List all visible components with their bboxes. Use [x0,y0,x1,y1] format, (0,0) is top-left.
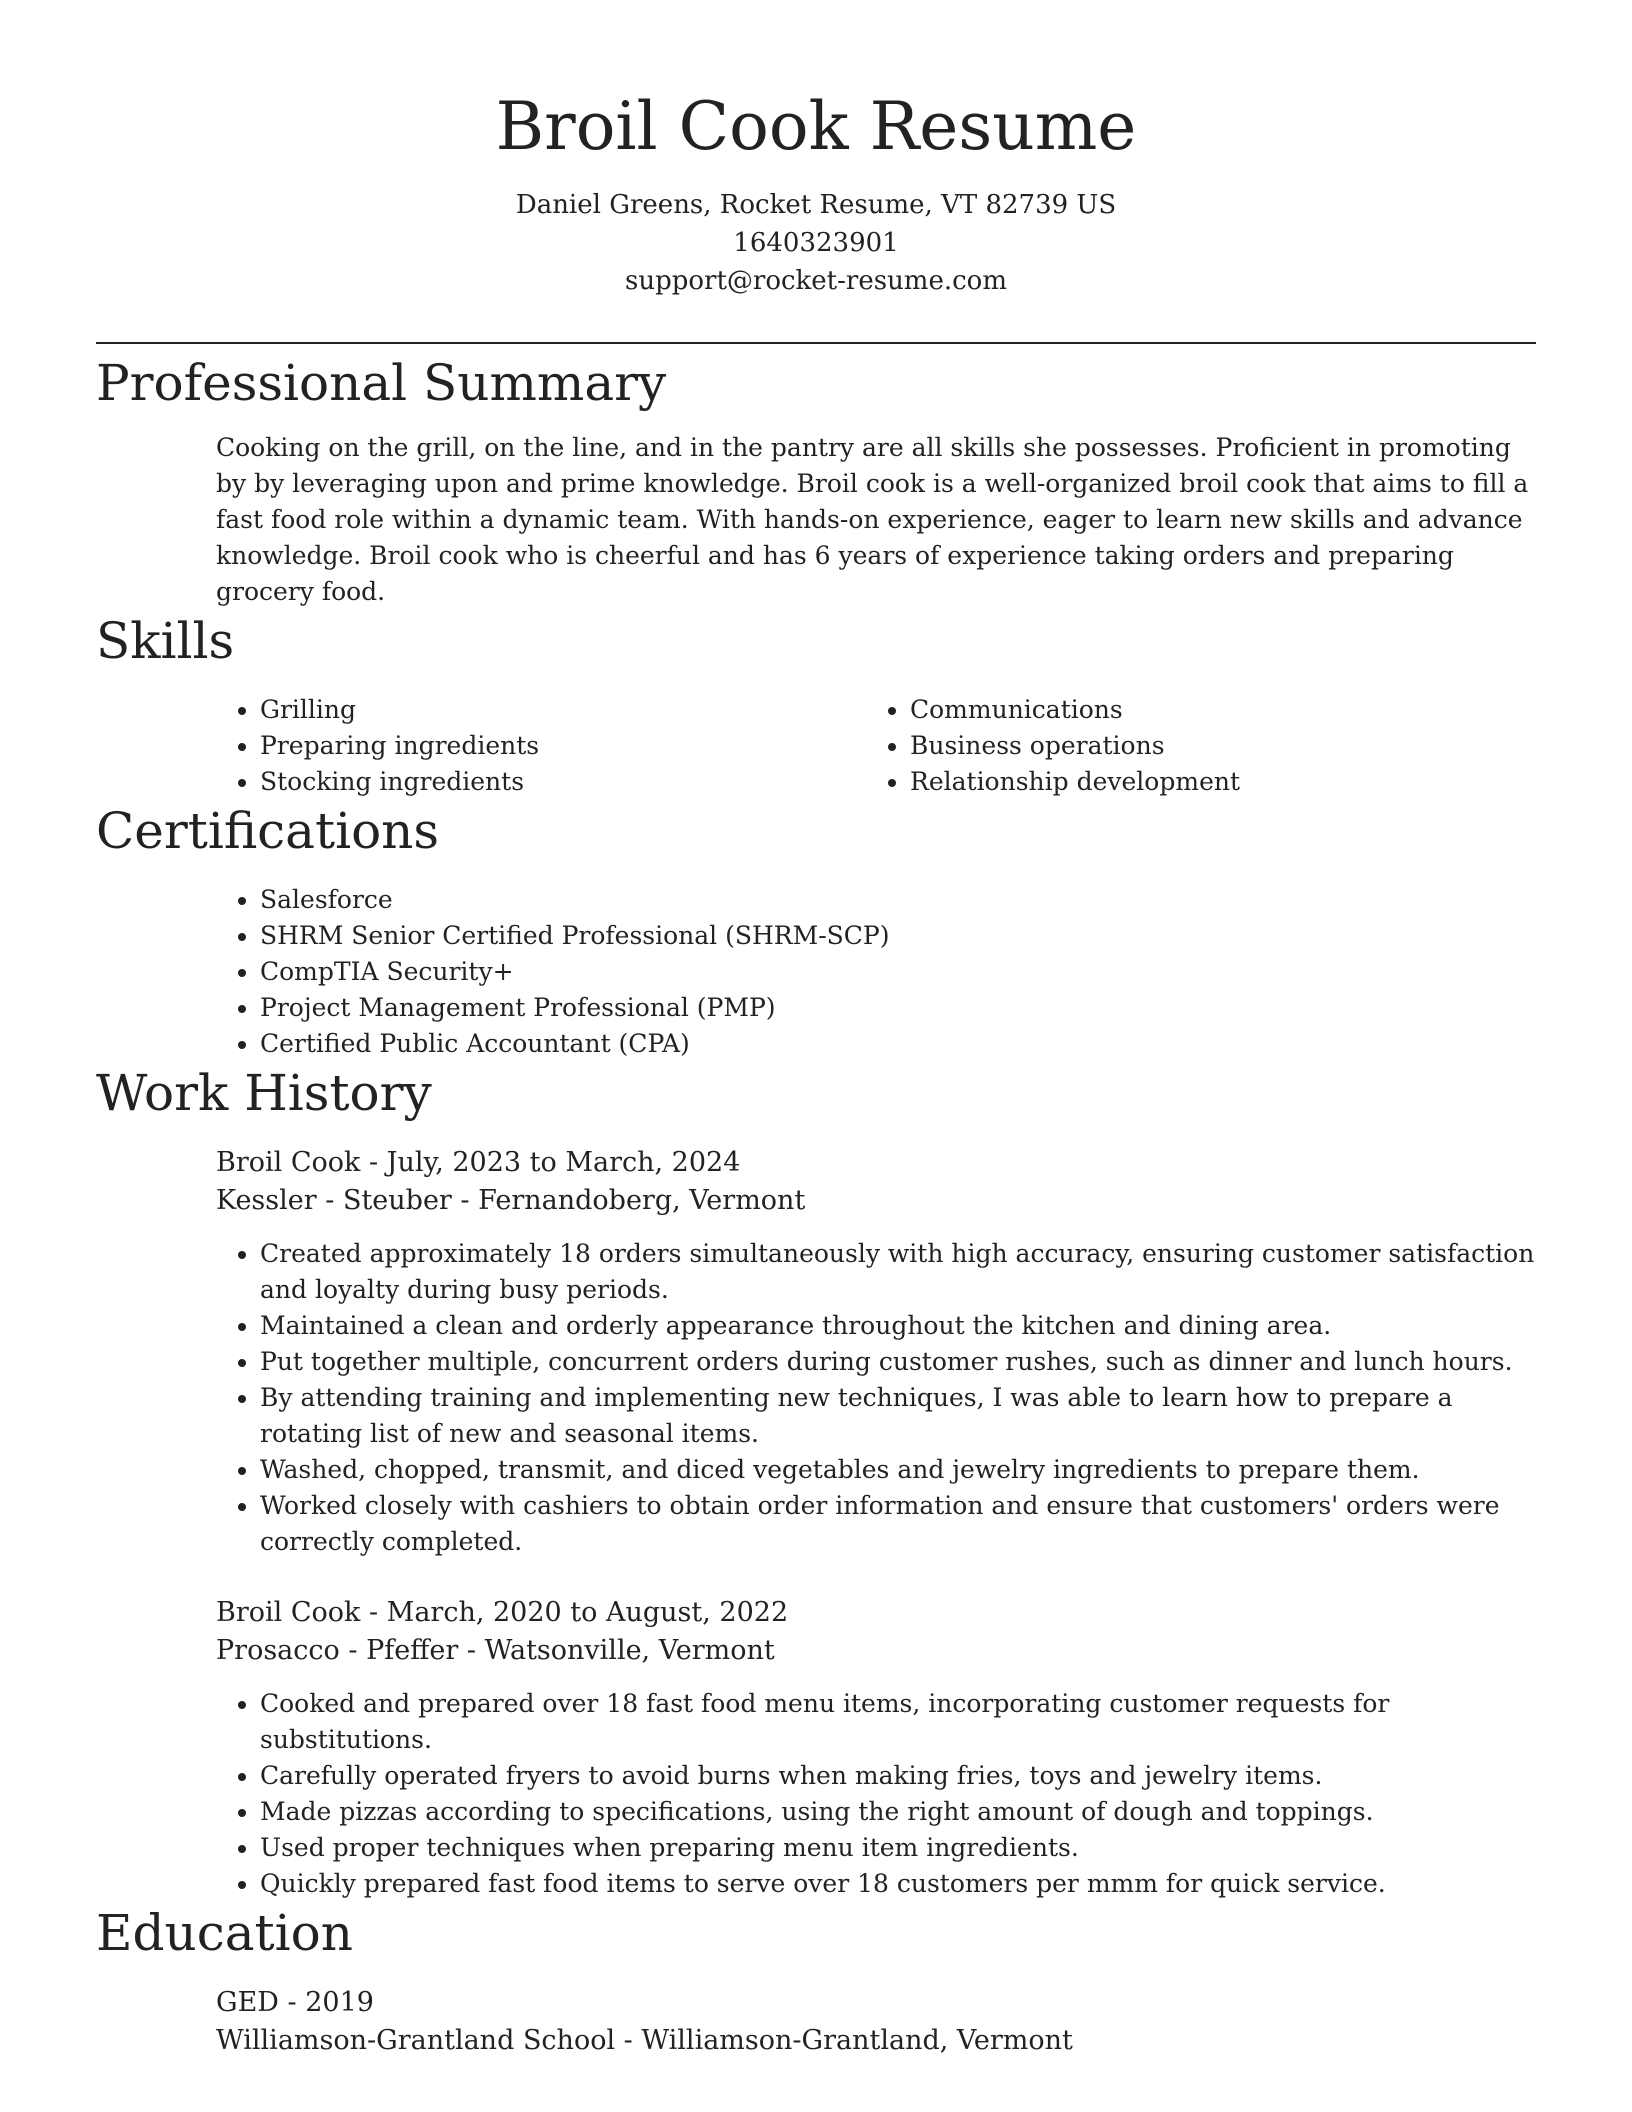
job-dates: - July, 2023 to March, 2024 [360,1147,741,1178]
certification-item: • SHRM Senior Certified Professional (SHRM-SCP) [260,918,1536,954]
skill-item: • Grilling [260,692,866,728]
job-dates: - March, 2020 to August, 2022 [360,1597,789,1628]
contact-address: Daniel Greens, Rocket Resume, VT 82739 US [515,190,1117,220]
job-company: Kessler - Steuber [216,1185,452,1216]
job-company-line [216,1632,1536,1670]
job-bullet: • Used proper techniques when preparing menu item ingredients. [260,1830,1536,1866]
job-title-line [216,1144,1536,1182]
job-bullet: • By attending training and implementing new techniques, I was able to learn how to prepare a rotating list of new and seasonal items. [260,1380,1536,1452]
job-entry [216,1594,1536,1902]
job-location: - Fernandoberg, Vermont [451,1185,806,1216]
education-location: - Williamson-Grantland, Vermont [615,2025,1073,2056]
education-section [96,1902,1536,2060]
job-bullet: • Carefully operated fryers to avoid burns when making fries, toys and jewelry items. [260,1758,1536,1794]
skill-item: • Communications [910,692,1516,728]
summary-text: Cooking on the grill, on the line, and in the pantry are all skills she possesses. Proficient in promoting by by leveraging upon and prime knowledge. Broil cook is a well-organized broil cook that aims to fill a fast food role within a dynamic team. With hands-on experience, eager to learn new skills and advance knowledge. Broil cook who is cheerful and has 6 years of experience taking orders and preparing grocery food. [216,433,1529,606]
certification-item: • Certified Public Accountant (CPA) [260,1026,1536,1062]
skills-heading: Skills [96,612,235,670]
work-history-heading: Work History [96,1064,432,1122]
certification-item: • CompTIA Security+ [260,954,1536,990]
job-bullets [216,1686,1536,1902]
skills-list-left [216,692,866,800]
skills-list-right [866,692,1516,800]
resume-page [96,0,1536,2060]
resume-header [96,0,1536,300]
job-bullet: • Put together multiple, concurrent orders during customer rushes, such as dinner and lunch hours. [260,1344,1536,1380]
job-company: Prosacco - Pfeffer [216,1635,459,1666]
job-bullet: • Cooked and prepared over 18 fast food menu items, incorporating customer requests for substitutions. [260,1686,1536,1758]
skill-item: • Preparing ingredients [260,728,866,764]
education-degree: GED [216,1987,279,2018]
job-bullet: • Worked closely with cashiers to obtain order information and ensure that customers' orders were correctly completed. [260,1488,1536,1560]
certifications-section [96,800,1536,1062]
contact-phone: 1640323901 [733,228,899,258]
job-bullet: • Maintained a clean and orderly appearance throughout the kitchen and dining area. [260,1308,1536,1344]
skills-section [96,610,1536,800]
summary-section [96,352,1536,610]
skills-columns [216,692,1536,800]
education-degree-line [216,1984,1536,2022]
resume-title: Broil Cook Resume [495,88,1137,165]
skill-item: • Business operations [910,728,1516,764]
skill-item: • Relationship development [910,764,1516,800]
job-bullet: • Washed, chopped, transmit, and diced vegetables and jewelry ingredients to prepare them. [260,1452,1536,1488]
education-heading: Education [96,1904,353,1962]
contact-block [96,186,1536,300]
job-title: Broil Cook [216,1597,361,1628]
job-bullets [216,1236,1536,1560]
job-title: Broil Cook [216,1147,361,1178]
summary-heading: Professional Summary [96,354,667,412]
certifications-heading: Certifications [96,802,440,860]
job-title-line [216,1594,1536,1632]
education-school: Williamson-Grantland School [216,2025,616,2056]
header-divider [96,342,1536,344]
job-entry [216,1144,1536,1560]
job-bullet: • Quickly prepared fast food items to serve over 18 customers per mmm for quick service. [260,1866,1536,1902]
certification-item: • Salesforce [260,882,1536,918]
job-bullet: • Created approximately 18 orders simultaneously with high accuracy, ensuring customer satisfaction and loyalty during busy periods. [260,1236,1536,1308]
job-location: - Watsonville, Vermont [458,1635,775,1666]
skill-item: • Stocking ingredients [260,764,866,800]
contact-email: support@rocket-resume.com [624,266,1007,296]
education-entry [216,1984,1536,2060]
job-bullet: • Made pizzas according to specifications, using the right amount of dough and toppings. [260,1794,1536,1830]
education-year: - 2019 [278,1987,374,2018]
certification-item: • Project Management Professional (PMP) [260,990,1536,1026]
job-company-line [216,1182,1536,1220]
education-school-line [216,2022,1536,2060]
work-history-section [96,1062,1536,1902]
certifications-list [216,882,1536,1062]
